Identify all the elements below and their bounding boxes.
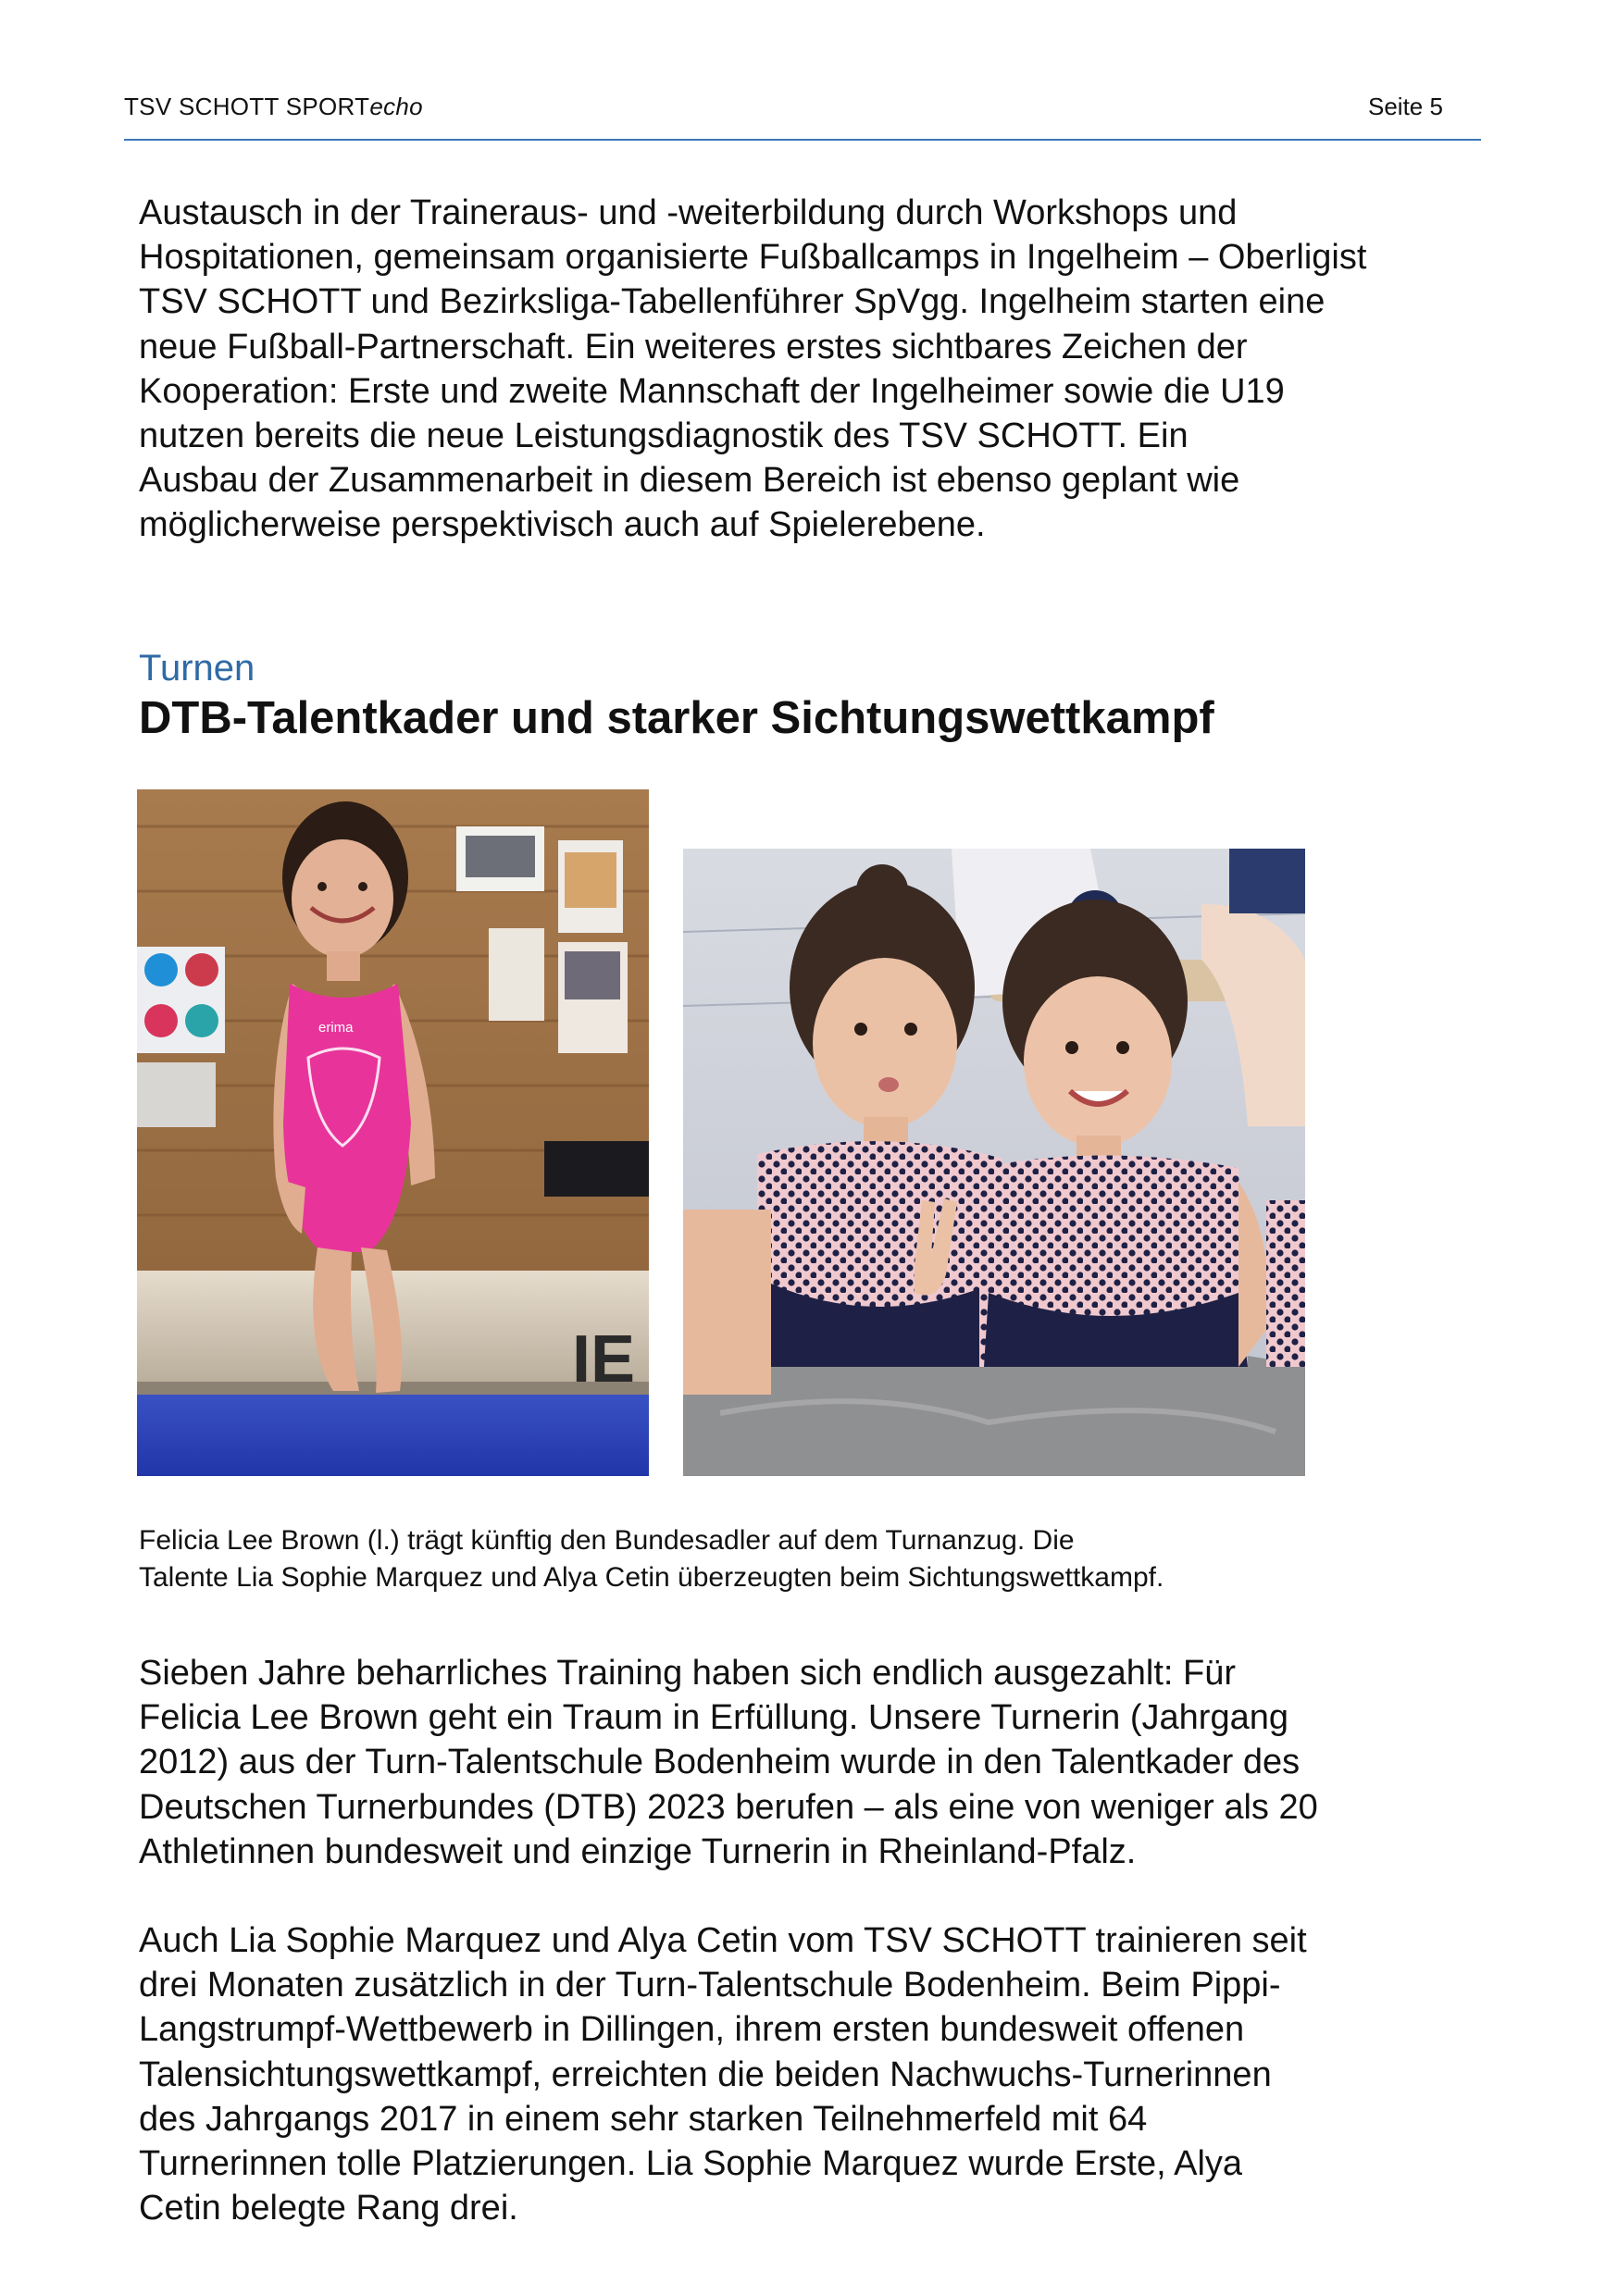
body-paragraph-1 (139, 1651, 1490, 1874)
body-line: drei Monaten zusätzlich in der Turn-Talentschule Bodenheim. Beim Pippi- (139, 1966, 1281, 2005)
beam-lettering: IE (572, 1322, 636, 1396)
section-category: Turnen (139, 648, 255, 689)
body-line: des Jahrgangs 2017 in einem sehr starken Teilnehmerfeld mit 64 (139, 2099, 1148, 2139)
intro-line: Austausch in der Traineraus- und -weiterbildung durch Workshops und (139, 193, 1238, 232)
intro-line: möglicherweise perspektivisch auch auf Spielerebene. (139, 505, 986, 545)
body-line: Cetin belegte Rang drei. (139, 2189, 518, 2228)
photo-lia-sophie-marquez-alya-cetin (683, 849, 1305, 1476)
body-line: Sieben Jahre beharrliches Training haben sich endlich ausgezahlt: Für (139, 1654, 1237, 1693)
body-line: Auch Lia Sophie Marquez und Alya Cetin vom TSV SCHOTT trainieren seit (139, 1921, 1307, 1960)
body-line: Langstrumpf-Wettbewerb in Dillingen, ihrem ersten bundesweit offenen (139, 2010, 1245, 2050)
intro-line: Kooperation: Erste und zweite Mannschaft der Ingelheimer sowie die U19 (139, 371, 1285, 411)
article-title: DTB-Talentkader und starker Sichtungswettkampf (139, 693, 1214, 743)
intro-paragraph (139, 191, 1490, 548)
caption-line: Felicia Lee Brown (l.) trägt künftig den Bundesadler auf dem Turnanzug. Die (139, 1525, 1075, 1556)
suit-lettering: erima (318, 1020, 354, 1036)
caption-line: Talente Lia Sophie Marquez und Alya Cetin überzeugten beim Sichtungswettkampf. (139, 1562, 1164, 1593)
body-line: Deutschen Turnerbundes (DTB) 2023 berufen – als eine von weniger als 20 (139, 1787, 1318, 1827)
publication-name (124, 93, 423, 121)
publication-name-main: TSV SCHOTT SPORT (124, 93, 370, 120)
intro-line: Ausbau der Zusammenarbeit in diesem Bereich ist ebenso geplant wie (139, 461, 1240, 501)
body-line: Felicia Lee Brown geht ein Traum in Erfüllung. Unsere Turnerin (Jahrgang (139, 1698, 1288, 1738)
body-line: Talensichtungswettkampf, erreichten die beiden Nachwuchs-Turnerinnen (139, 2054, 1272, 2094)
page-number: Seite 5 (1368, 93, 1443, 120)
body-line: 2012) aus der Turn-Talentschule Bodenheim wurde in den Talentkader des (139, 1743, 1301, 1782)
body-paragraph-2 (139, 1918, 1490, 2230)
header-divider (124, 139, 1481, 141)
photo-caption (139, 1522, 1472, 1596)
photo-felicia-lee-brown (137, 789, 649, 1476)
intro-line: TSV SCHOTT und Bezirksliga-Tabellenführer SpVgg. Ingelheim starten eine (139, 282, 1326, 322)
intro-line: nutzen bereits die neue Leistungsdiagnostik des TSV SCHOTT. Ein (139, 416, 1189, 456)
body-line: Athletinnen bundesweit und einzige Turnerin in Rheinland-Pfalz. (139, 1831, 1137, 1871)
publication-name-italic: echo (369, 93, 423, 120)
intro-line: Hospitationen, gemeinsam organisierte Fußballcamps in Ingelheim – Oberligist (139, 238, 1367, 278)
body-line: Turnerinnen tolle Platzierungen. Lia Sophie Marquez wurde Erste, Alya (139, 2144, 1243, 2184)
intro-line: neue Fußball-Partnerschaft. Ein weiteres erstes sichtbares Zeichen der (139, 327, 1248, 366)
